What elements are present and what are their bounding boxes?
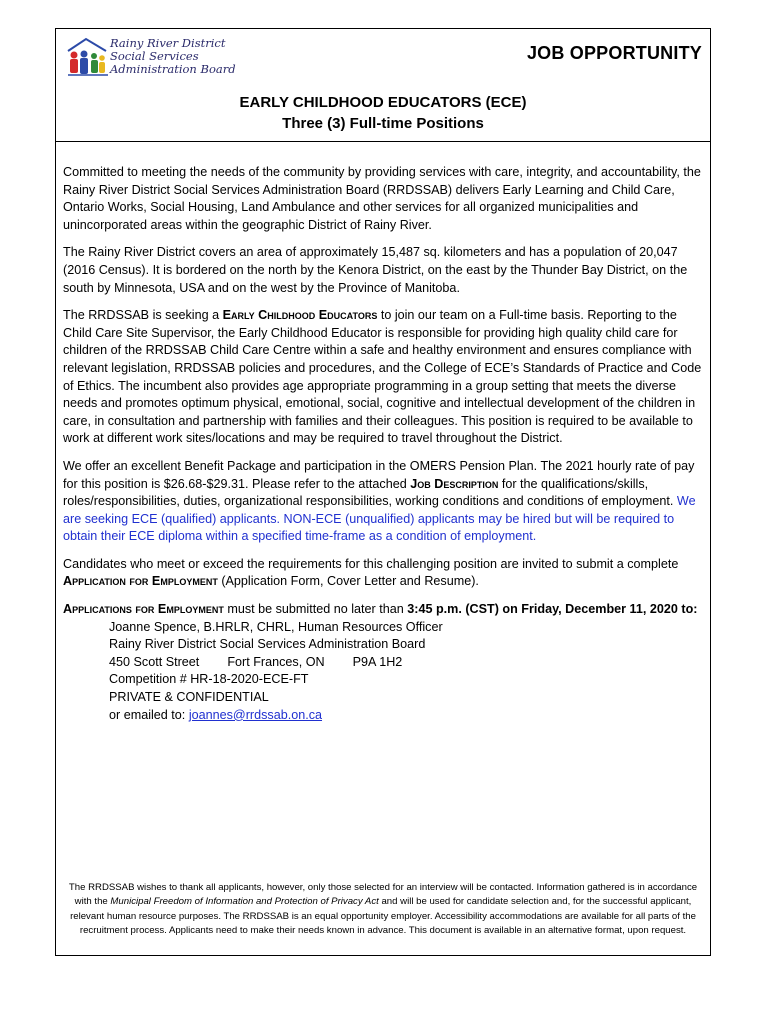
district-paragraph: The Rainy River District covers an area of approximately 15,487 sq. kilometers and has a population of 20,047 (2016 Census). It is bordered on the north by the Kenora District, on the east by the Thunder Bay District, on the south by Minnesota, USA and on the west by the Province of Manitoba. [63,245,688,295]
postal-code: P9A 1H2 [352,654,403,669]
recipient-name: Joanne Spence, B.HRLR, CHRL, Human Resources Officer [109,619,443,634]
position-header [56,93,710,134]
candidates-paragraph [63,556,703,591]
role-details: to join our team on a Full-time basis. Reporting to the Child Care Site Supervisor, the Early Childhood Educator is responsible for providing high quality child care for children of the RRDSSAB Child Care Centre within a safe and healthy environment and ensures compliance with relevant legislation, RRDSSAB policies and procedures, and the College of ECE’s Standards of Practice and Code of Ethics. The incumbent also provides age appropriate programming in a group setting that meets the diverse needs and promotes optimum physical, emotional, social, cognitive and intellectual development of the children in care, in consultation and partnership with families and their colleagues. This position is required to be available to work at different work sites/locations and may be required to travel throughout the District. [63,308,702,446]
intro-paragraph: Committed to meeting the needs of the community by providing services with care, integrity, and accountability, the Rainy River District Social Services Administration Board (RRDSSAB) delivers Early Learning and Child Care, Ontario Works, Social Housing, Land Ambulance and other services for all organized municipalities and unincorporated areas within the geographic District of Rainy River. [63,165,701,232]
email-line [109,707,703,725]
mailing-address [63,619,703,725]
email-link[interactable]: joannes@rrdssab.on.ca [188,707,323,722]
org-name-line-1: Rainy River District [110,36,226,50]
job-description-ref: Job Description [410,476,499,491]
compensation-paragraph [63,458,703,546]
email-lead: or emailed to: [109,707,189,722]
job-posting-page [55,28,711,956]
privacy-act-name: Municipal Freedom of Information and Protection of Privacy Act [110,896,379,908]
qualification-note: We are seeking ECE (qualified) applicants. NON-ECE (unqualified) applicants may be hired but will be required to obtain their ECE diploma within a specified time-frame as a condition of employment. [63,494,696,544]
deadline-lead: must be submitted no later than [223,602,408,617]
role-paragraph [63,307,703,448]
application-contents: (Application Form, Cover Letter and Resume). [217,574,479,589]
position-subtitle: Three (3) Full-time Positions [282,115,484,132]
candidates-lead: Candidates who meet or exceed the requirements for this challenging position are invited to submit a complete [63,556,679,571]
application-ref: Application for Employment [63,574,218,589]
street: 450 Scott Street [109,654,200,669]
compensation-lead: We offer an excellent Benefit Package and participation in the OMERS Pension Plan. The 2021 hourly rate of pay for this position is $26.68-$29.31. Please refer to the attached [63,458,695,491]
posting-body [63,164,703,724]
role-name: Early Childhood Educators [222,308,378,323]
competition-number: Competition # HR-18-2020-ECE-FT [109,672,309,687]
deadline-paragraph [63,601,703,619]
footer-rest: and will be used for candidate selection and, for the successful applicant, relevant human resource purposes. The RRDSSAB is an equal opportunity employer. Accessibility accommodations are available for all parts of the recruitment process. Applicants need to make their needs known in advance. This document is available in an alternative format, upon request. [70,896,696,937]
footer-disclaimer [64,881,702,939]
deadline: 3:45 p.m. (CST) on Friday, December 11, 2020 to: [407,602,698,617]
city: Fort Frances, ON [227,654,325,669]
org-name-line-2: Social Services [110,49,199,63]
applications-label: Applications for Employment [63,602,224,617]
footer-lead: The RRDSSAB wishes to thank all applicants, however, only those selected for an interview will be contacted. Information gathered is in accordance with the [68,882,698,908]
header-divider [56,141,710,142]
confidential-note: PRIVATE & CONFIDENTIAL [109,690,269,705]
family-figures-icon [66,35,110,79]
position-title: EARLY CHILDHOOD EDUCATORS (ECE) [239,94,527,111]
recipient-org: Rainy River District Social Services Administration Board [109,637,426,652]
job-opportunity-title: JOB OPPORTUNITY [526,43,702,63]
compensation-rest: for the qualifications/skills, roles/responsibilities, duties, organizational responsibilities, working conditions and conditions of employment. [63,476,677,509]
rrdssab-logo [66,35,236,81]
street-city-postal [109,654,703,672]
org-name [110,37,236,76]
role-lead: The RRDSSAB is seeking a [63,308,223,323]
org-name-line-3: Administration Board [110,62,236,76]
